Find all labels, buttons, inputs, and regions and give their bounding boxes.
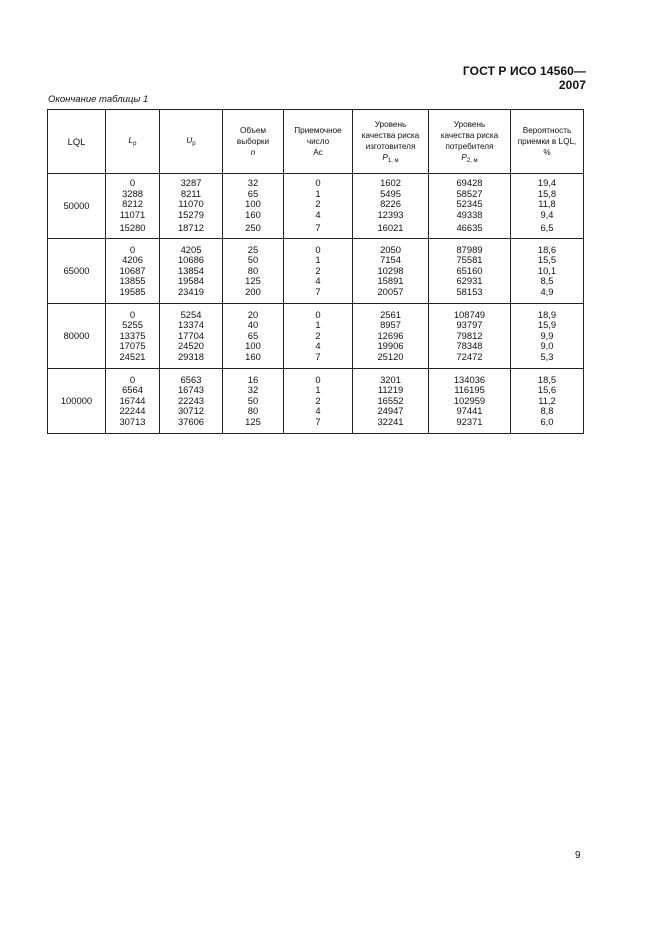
n-cell: 20 40 65 100 160 [223,304,284,369]
header-row [48,110,584,174]
table-row [48,369,584,434]
lql-cell: 100000 [48,369,106,434]
table-row [48,239,584,304]
p1-cell: 2561 8957 12696 19906 25120 [353,304,429,369]
ac-cell: 0 1 2 4 7 [284,369,353,434]
lql-cell: 50000 [48,174,106,239]
lp-cell: 0 5255 13375 17075 24521 [106,304,160,369]
header-lp: $L_p$ [106,110,160,174]
ac-cell: 0 1 2 4 7 [284,239,353,304]
p1-cell: 2050 7154 10298 15891 20057 [353,239,429,304]
header-acceptance-number: Приемочное число Ac [284,110,353,174]
table-header [48,110,584,174]
up-cell: 6563 16743 22243 30712 37606 [160,369,223,434]
lp-cell: 0 6564 16744 22244 30713 [106,369,160,434]
header-producer-risk-quality: Уровень качества риска изготовителя $P_{1, м}$ [353,110,429,174]
data-table [47,109,584,434]
n-cell: 32 65 100 160 250 [223,174,284,239]
header-consumer-risk-quality: Уровень качества риска потребителя $P_{2, м}$ [429,110,511,174]
probability-cell: 18,9 15,9 9,9 9,0 5,3 [511,304,584,369]
probability-cell: 19,4 15,8 11,8 9,4 6,5 [511,174,584,239]
probability-cell: 18,6 15,5 10,1 8,5 4,9 [511,239,584,304]
document-header: ГОСТ Р ИСО 14560—2007 [462,64,586,92]
lql-cell: 65000 [48,239,106,304]
up-cell: 3287 8211 11070 15279 18712 [160,174,223,239]
p2-cell: 69428 58527 52345 49338 46635 [429,174,511,239]
probability-cell: 18,5 15,6 11,2 8,8 6,0 [511,369,584,434]
header-acceptance-probability: Вероятность приемки в LQL, % [511,110,584,174]
p2-cell: 134036 116195 102959 97441 92371 [429,369,511,434]
n-cell: 16 32 50 80 125 [223,369,284,434]
ac-cell: 0 1 2 4 7 [284,174,353,239]
lp-cell: 0 3288 8212 11071 15280 [106,174,160,239]
header-lql: LQL [48,110,106,174]
n-cell: 25 50 80 125 200 [223,239,284,304]
up-cell: 4205 10686 13854 19584 23419 [160,239,223,304]
p2-cell: 87989 75581 65160 62931 58153 [429,239,511,304]
table-body [48,174,584,434]
page-number: 9 [575,850,581,861]
up-cell: 5254 13374 17704 24520 29318 [160,304,223,369]
ac-cell: 0 1 2 4 7 [284,304,353,369]
table-caption: Окончание таблицы 1 [48,94,149,105]
p1-cell: 3201 11219 16552 24947 32241 [353,369,429,434]
p1-cell: 1602 5495 8226 12393 16021 [353,174,429,239]
lp-cell: 0 4206 10687 13855 19585 [106,239,160,304]
table-row [48,304,584,369]
header-up: $U_p$ [160,110,223,174]
header-sample-size: Объем выборки n [223,110,284,174]
p2-cell: 108749 93797 79812 78348 72472 [429,304,511,369]
table-row [48,174,584,239]
lql-cell: 80000 [48,304,106,369]
